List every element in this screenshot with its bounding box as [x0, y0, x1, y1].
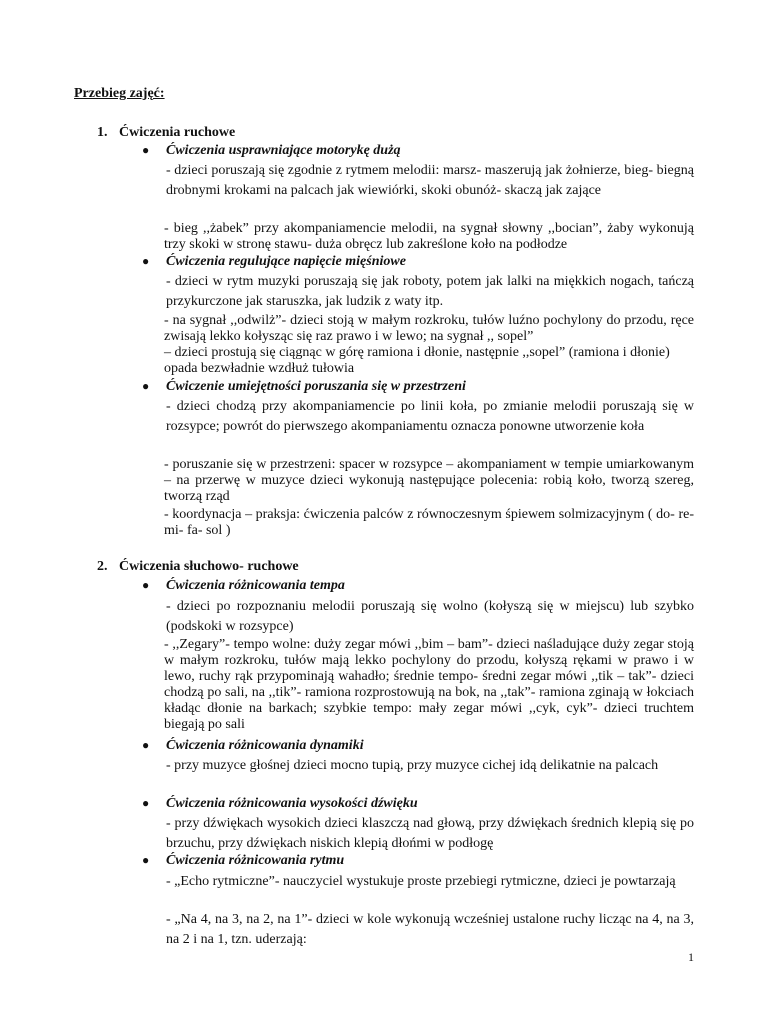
- section-1-title: [97, 125, 235, 141]
- section-2-title: [97, 559, 299, 575]
- page-number: 1: [688, 950, 694, 964]
- bullet-dot-icon: ●: [142, 254, 150, 268]
- bullet-2-1: [142, 578, 345, 594]
- paragraph-1-3-a: - dzieci chodzą przy akompaniamencie po linii koła, po zmianie melodii poruszają się w rozsypce; powrót do pierwszego akompaniamentu oznacza ponowne utworzenie koła: [166, 399, 694, 434]
- bullet-dot-icon: ●: [142, 853, 150, 867]
- section-2-number: 2.: [97, 559, 108, 574]
- paragraph-2-2-a: - przy muzyce głośnej dzieci mocno tupią, przy muzyce cichej idą delikatnie na palcach: [166, 758, 659, 773]
- section-1-number: 1.: [97, 125, 108, 140]
- bullet-2-4: [142, 853, 344, 869]
- bullet-dot-icon: ●: [142, 796, 150, 810]
- bullet-1-3: [142, 379, 466, 395]
- section-1-title-text: Ćwiczenia ruchowe: [119, 125, 236, 140]
- bullet-1-2: [142, 254, 406, 270]
- paragraph-2-1-a: - dzieci po rozpoznaniu melodii poruszają się wolno (kołyszą się w miejscu) lub szybko (podskoki w rozsypce): [166, 599, 694, 634]
- bullet-dot-icon: ●: [142, 143, 150, 157]
- bullet-2-1-title: Ćwiczenia różnicowania tempa: [166, 578, 345, 593]
- paragraph-1-1-a: - dzieci poruszają się zgodnie z rytmem melodii: marsz- maszerują jak żołnierze, bieg- biegną drobnymi krokami na palcach jak wiewiórki, skoki obunóż- skaczą jak zające: [166, 163, 694, 198]
- paragraph-1-3-b: - poruszanie się w przestrzeni: spacer w rozsypce – akompaniament w tempie umiarkowanym – na przerwę w muzyce dzieci wykonują następujące polecenia: robią koło, tworzą szereg, tworzą rząd: [164, 457, 694, 504]
- bullet-2-4-title: Ćwiczenia różnicowania rytmu: [166, 853, 345, 868]
- bullet-2-2: [142, 738, 364, 754]
- paragraph-1-2-a: - dzieci w rytm muzyki poruszają się jak roboty, potem jak lalki na miękkich nogach, tańczą przykurczone jak staruszka, jak ludzik z waty itp.: [166, 274, 694, 309]
- bullet-1-2-title: Ćwiczenia regulujące napięcie mięśniowe: [166, 254, 406, 269]
- paragraph-2-4-a: - „Echo rytmiczne”- nauczyciel wystukuje proste przebiegi rytmiczne, dzieci je powtarzają: [166, 874, 676, 889]
- bullet-2-3: [142, 796, 418, 812]
- bullet-1-3-title: Ćwiczenie umiejętności poruszania się w przestrzeni: [166, 379, 466, 394]
- section-2-title-text: Ćwiczenia słuchowo- ruchowe: [119, 559, 299, 574]
- bullet-dot-icon: ●: [142, 578, 150, 592]
- bullet-2-2-title: Ćwiczenia różnicowania dynamiki: [166, 738, 364, 753]
- bullet-2-3-title: Ćwiczenia różnicowania wysokości dźwięku: [166, 796, 418, 811]
- paragraph-2-3-a: - przy dźwiękach wysokich dzieci klaszczą nad głową, przy dźwiękach średnich klepią się po brzuchu, przy dźwiękach niskich klepią dłońmi w podłogę: [166, 816, 694, 851]
- bullet-1-1: [142, 143, 401, 159]
- paragraph-1-2-c: – dzieci prostują się ciągnąc w górę ramiona i dłonie, następnie ,,sopel” (ramiona i dłonie) opada bezwładnie wzdłuż tułowia: [164, 345, 670, 376]
- page-heading: Przebieg zajęć:: [74, 86, 165, 101]
- bullet-dot-icon: ●: [142, 738, 150, 752]
- bullet-1-1-title: Ćwiczenia usprawniające motorykę dużą: [166, 143, 401, 158]
- paragraph-1-3-c: - koordynacja – praksja: ćwiczenia palców z równoczesnym śpiewem solmizacyjnym ( do- re- mi- fa- sol ): [164, 507, 694, 538]
- paragraph-1-1-b: - bieg ,,żabek” przy akompaniamencie melodii, na sygnał słowny ,,bocian”, żaby wykonują trzy skoki w stronę stawu- duża obręcz lub zakreślone koło na podłodze: [164, 221, 694, 252]
- bullet-dot-icon: ●: [142, 379, 150, 393]
- paragraph-1-2-b: - na sygnał ,,odwilż”- dzieci stoją w małym rozkroku, tułów luźno pochylony do przodu, ręce zwisają lekko kołysząc się raz prawo i w lewo; na sygnał ,, sopel”: [164, 313, 694, 344]
- paragraph-2-1-b: - ,,Zegary”- tempo wolne: duży zegar mówi ,,bim – bam”- dzieci naśladujące duży zegar stoją w małym rozkroku, tułów mają lekko pochylony do przodu, kołyszą rękami w prawo i w lewo, ruchy rąk przypominają wahadło; średnie tempo- średni zegar mówi ,,tik – tak”- dzieci chodzą po sali, na ,,tik”- ramiona rozprostowują na bok, na ,,tak”- ramiona zginają w łokciach kładąc dłonie na barkach; szybkie tempo: mały zegar mówi ,,cyk, cyk”- dzieci truchtem biegają po sali: [164, 637, 694, 732]
- paragraph-2-4-b: - „Na 4, na 3, na 2, na 1”- dzieci w kole wykonują wcześniej ustalone ruchy licząc na 4, na 3, na 2 i na 1, tzn. uderzają:: [166, 912, 694, 947]
